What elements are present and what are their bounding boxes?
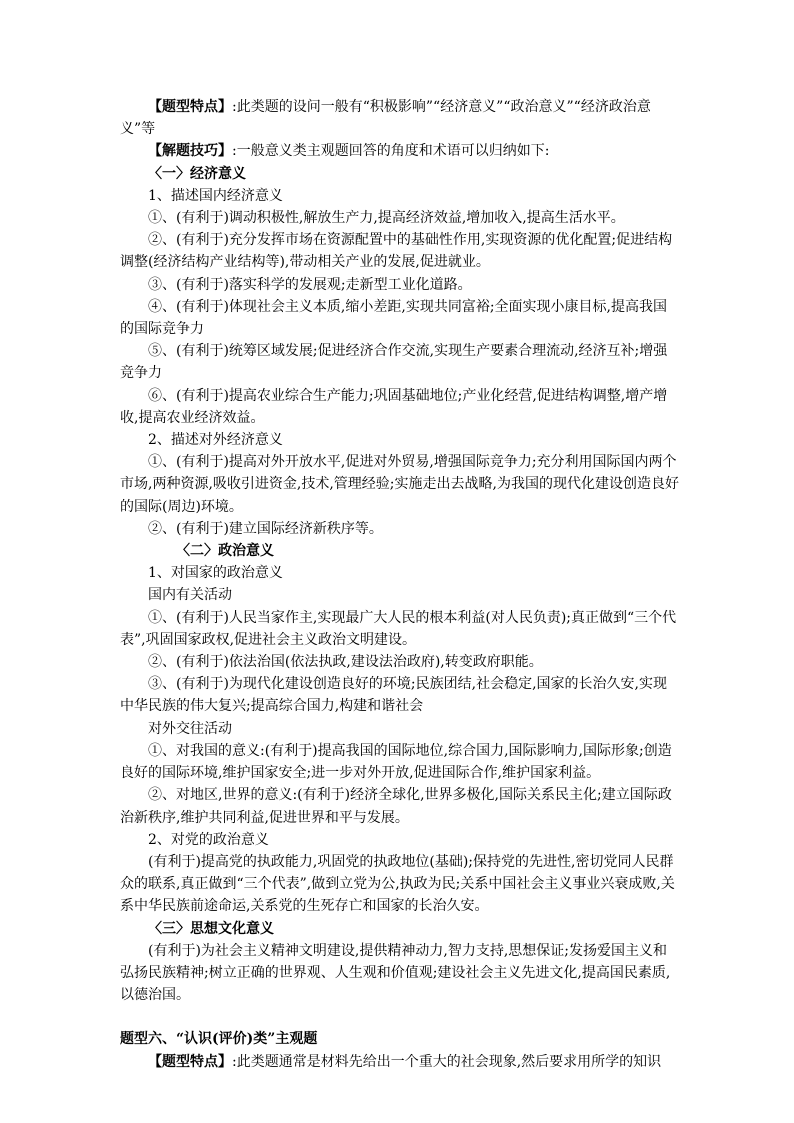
econ-item-4: ④、(有利于)体现社会主义本质,缩小差距,实现共同富裕;全面实现小康目标,提高我国的国际竞争力 (120, 298, 667, 338)
label-type-features: 【题型特点】 (148, 99, 232, 115)
heading-question-type-six: 题型六、“认识(评价)类”主观题 (120, 1031, 318, 1048)
text-solving-tips: :一般意义类主观题回答的角度和术语可以归纳如下: (232, 143, 550, 160)
label-solving-tips: 【解题技巧】 (148, 143, 232, 160)
paragraph-type-features (120, 96, 680, 140)
cultural-text: (有利于)为社会主义精神文明建设,提供精神动力,智力支持,思想保证;发扬爱国主义和弘扬民族精神;树立正确的世界观、人生观和价值观;建设社会主义先进文化,提高国民素质,以德治国。 (120, 942, 671, 1004)
subheading-national-political: 1、对国家的政治意义 (148, 565, 283, 582)
text-type-features: :此类题的设问一般有“积极影响”“经济意义”“政治意义”“经济政治意义”等 (120, 99, 651, 138)
subheading-foreign-economic: 2、描述对外经济意义 (148, 432, 283, 449)
paragraph-q6-features (120, 1051, 680, 1073)
pol-item-2: ②、(有利于)依法治国(依法执政,建设法治政府),转变政府职能。 (148, 654, 543, 671)
subheading-domestic-economic: 1、描述国内经济意义 (148, 187, 283, 204)
paragraph-solving-tips (120, 140, 680, 162)
label-q6-features: 【题型特点】 (148, 1053, 232, 1070)
section-gap (120, 1006, 680, 1028)
pol-item-3: ③、(有利于)为现代化建设创造良好的环境;民族团结,社会稳定,国家的长治久安,实现中华民族的伟大复兴;提高综合国力,构建和谐社会 (120, 676, 667, 715)
pol-foreign-item-1: ①、对我国的意义:(有利于)提高我国的国际地位,综合国力,国际影响力,国际形象;创造良好的国际环境,维护国家安全;进一步对外开放,促进国际合作,维护国家利益。 (120, 742, 672, 782)
heading-economic: 〈一〉经济意义 (148, 165, 246, 182)
econ-item-2: ②、(有利于)充分发挥市场在资源配置中的基础性作用,实现资源的优化配置;促进结构调整(经济结构产业结构等),带动相关产业的发展,促进就业。 (120, 232, 673, 271)
pol-item-1: ①、(有利于)人民当家作主,实现最广大人民的根本利益(对人民负责);真正做到“三个代表”,巩固国家政权,促进社会主义政治文明建设。 (120, 609, 677, 648)
document-page (120, 96, 680, 1073)
pol-party-text: (有利于)提高党的执政能力,巩固党的执政地位(基础);保持党的先进性,密切党同人民群众的联系,真正做到“三个代表”,做到立党为公,执政为民;关系中国社会主义事业兴衰成败,关系中华民族前途命运,关系党的生死存亡和国家的长治久安。 (120, 853, 675, 915)
econ-item-6: ⑥、(有利于)提高农业综合生产能力;巩固基础地位;产业化经营,促进结构调整,增产增收,提高农业经济效益。 (120, 387, 668, 426)
econ-foreign-item-2: ②、(有利于)建立国际经济新秩序等。 (148, 520, 383, 537)
subheading-party-political: 2、对党的政治意义 (148, 831, 269, 848)
econ-foreign-item-1: ①、(有利于)提高对外开放水平,促进对外贸易,增强国际竞争力;充分利用国际国内两个市场,两种资源,吸收引进资金,技术,管理经验;实施走出去战略,为我国的现代化建设创造良好的国际(周边)环境。 (120, 454, 679, 515)
econ-item-3: ③、(有利于)落实科学的发展观;走新型工业化道路。 (148, 276, 472, 293)
label-foreign-activities: 对外交往活动 (148, 720, 232, 737)
label-domestic-activities: 国内有关活动 (148, 587, 232, 604)
heading-political: 〈二〉政治意义 (176, 543, 274, 560)
text-q6-features: :此类题通常是材料先给出一个重大的社会现象,然后要求用所学的知识 (232, 1053, 662, 1070)
pol-foreign-item-2: ②、对地区,世界的意义:(有利于)经济全球化,世界多极化,国际关系民主化;建立国际政治新秩序,维护共同利益,促进世界和平与发展。 (120, 787, 672, 826)
heading-cultural: 〈三〉思想文化意义 (148, 920, 274, 937)
econ-item-5: ⑤、(有利于)统筹区域发展;促进经济合作交流,实现生产要素合理流动,经济互补;增强竞争力 (120, 343, 668, 382)
econ-item-1: ①、(有利于)调动积极性,解放生产力,提高经济效益,增加收入,提高生活水平。 (148, 210, 625, 227)
